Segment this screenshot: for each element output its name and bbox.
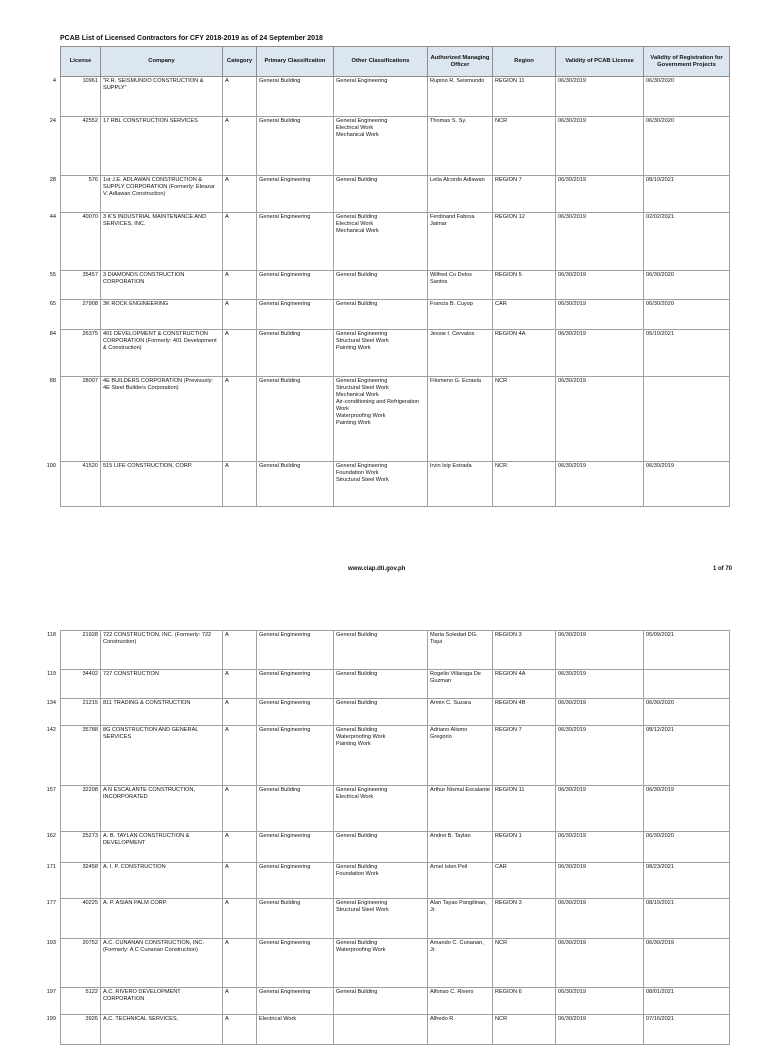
row-number: 193 xyxy=(46,940,56,946)
primary-classification-cell: General Engineering xyxy=(257,863,334,899)
row-number: 88 xyxy=(49,378,56,384)
table-header-row xyxy=(61,47,730,77)
category-cell: A xyxy=(223,631,257,670)
primary-classification-cell: General Building xyxy=(257,117,334,176)
row-number: 134 xyxy=(46,700,56,706)
managing-officer-cell: Amando C. Cunanan, Jr. xyxy=(428,939,493,988)
row-number: 162 xyxy=(46,833,56,839)
region-cell: NCR xyxy=(493,462,556,507)
license-cell: 32208 xyxy=(61,786,101,832)
region-cell: NCR xyxy=(493,117,556,176)
license-validity-cell: 06/30/2019 xyxy=(556,670,644,699)
table-row xyxy=(61,300,730,330)
table-row xyxy=(61,213,730,271)
row-number: 199 xyxy=(46,1016,56,1022)
gov-registration-validity-cell: 08/10/2021 xyxy=(644,176,730,213)
table-row xyxy=(61,176,730,213)
region-cell: REGION 7 xyxy=(493,726,556,786)
license-cell: 20752 xyxy=(61,939,101,988)
other-classifications-cell: General Building xyxy=(334,832,428,863)
gov-registration-validity-cell: 08/01/2021 xyxy=(644,988,730,1015)
category-cell: A xyxy=(223,330,257,377)
category-cell: A xyxy=(223,117,257,176)
other-classifications-cell: General Building xyxy=(334,631,428,670)
table-row xyxy=(61,462,730,507)
managing-officer-cell: Alan Tayao Pangilinan, Jr. xyxy=(428,899,493,939)
license-validity-cell: 06/30/2019 xyxy=(556,1015,644,1045)
gov-registration-validity-cell: 06/30/2020 xyxy=(644,117,730,176)
primary-classification-cell: General Engineering xyxy=(257,176,334,213)
license-cell: 35457 xyxy=(61,271,101,300)
managing-officer-cell: Rupino R. Seismundo xyxy=(428,77,493,117)
primary-classification-cell: General Engineering xyxy=(257,726,334,786)
column-header: License xyxy=(61,47,101,77)
company-cell: 3 K'S INDUSTRIAL MAINTENANCE AND SERVICES, INC. xyxy=(101,213,223,271)
other-classifications-cell: General Building xyxy=(334,699,428,726)
category-cell: A xyxy=(223,1015,257,1045)
license-cell: 41520 xyxy=(61,462,101,507)
primary-classification-cell: General Engineering xyxy=(257,939,334,988)
other-classifications-cell: General Engineering Electrical Work xyxy=(334,786,428,832)
row-number: 142 xyxy=(46,727,56,733)
managing-officer-cell: Filomeno G. Ecraela xyxy=(428,377,493,462)
column-header: Authorized Managing Officer xyxy=(428,47,493,77)
row-number: 55 xyxy=(49,272,56,278)
region-cell: NCR xyxy=(493,1015,556,1045)
license-validity-cell: 06/30/2019 xyxy=(556,863,644,899)
managing-officer-cell: Rogelio Villaraga De Guzman xyxy=(428,670,493,699)
company-cell: 8G CONSTRUCTION AND GENERAL SERVICES xyxy=(101,726,223,786)
table-row xyxy=(61,631,730,670)
company-cell: 3 DIAMONDS CONSTRUCTION CORPORATION xyxy=(101,271,223,300)
table-row xyxy=(61,726,730,786)
other-classifications-cell: General Building xyxy=(334,300,428,330)
license-cell: 5122 xyxy=(61,988,101,1015)
license-cell: 3926 xyxy=(61,1015,101,1045)
category-cell: A xyxy=(223,271,257,300)
table-row xyxy=(61,330,730,377)
row-number: 100 xyxy=(46,463,56,469)
table-row xyxy=(61,271,730,300)
other-classifications-cell: General Engineering Electrical Work Mechanical Work xyxy=(334,117,428,176)
license-cell: 21928 xyxy=(61,631,101,670)
other-classifications-cell: General Building xyxy=(334,271,428,300)
managing-officer-cell: Arnel Islen Peil xyxy=(428,863,493,899)
other-classifications-cell xyxy=(334,1015,428,1045)
primary-classification-cell: General Engineering xyxy=(257,631,334,670)
managing-officer-cell: Maria Soledad DG. Tiqui xyxy=(428,631,493,670)
category-cell: A xyxy=(223,832,257,863)
company-cell: A. B. TAYLAN CONSTRUCTION & DEVELOPMENT xyxy=(101,832,223,863)
column-header: Category xyxy=(223,47,257,77)
row-number: 171 xyxy=(46,864,56,870)
row-number: 118 xyxy=(47,632,56,638)
gov-registration-validity-cell: 06/30/2020 xyxy=(644,699,730,726)
company-cell: 3K ROCK ENGINEERING xyxy=(101,300,223,330)
license-validity-cell: 06/30/2019 xyxy=(556,462,644,507)
footer-url: www.ciap.dti.gov.ph xyxy=(348,566,406,572)
column-header: Company xyxy=(101,47,223,77)
license-cell: 40070 xyxy=(61,213,101,271)
table-row xyxy=(61,899,730,939)
license-cell: 25273 xyxy=(61,832,101,863)
primary-classification-cell: General Building xyxy=(257,377,334,462)
managing-officer-cell: Jessie I. Cervatos xyxy=(428,330,493,377)
other-classifications-cell: General Building Waterproofing Work Painting Work xyxy=(334,726,428,786)
company-cell: A.C. RIVERO DEVELOPMENT CORPORATION xyxy=(101,988,223,1015)
category-cell: A xyxy=(223,300,257,330)
company-cell: A.C. CUNANAN CONSTRUCTION, INC. (Formerly: A C Cunanan Construction) xyxy=(101,939,223,988)
column-header: Validity of PCAB License xyxy=(556,47,644,77)
row-number: 119 xyxy=(47,671,56,677)
table-row xyxy=(61,863,730,899)
license-cell: 26375 xyxy=(61,330,101,377)
region-cell: REGION 4A xyxy=(493,330,556,377)
company-cell: A.C. TECHNICAL SERVICES, xyxy=(101,1015,223,1045)
region-cell: REGION 7 xyxy=(493,176,556,213)
license-cell: 28007 xyxy=(61,377,101,462)
license-cell: 40225 xyxy=(61,899,101,939)
gov-registration-validity-cell: 02/02/2021 xyxy=(644,213,730,271)
page-2 xyxy=(0,585,768,1024)
primary-classification-cell: General Building xyxy=(257,462,334,507)
managing-officer-cell: Armin C. Suzara xyxy=(428,699,493,726)
managing-officer-cell: Adriano Alismo Gregorio xyxy=(428,726,493,786)
license-validity-cell: 06/30/2019 xyxy=(556,699,644,726)
managing-officer-cell: Leila Alcordo Adlawan xyxy=(428,176,493,213)
license-validity-cell: 06/30/2019 xyxy=(556,117,644,176)
table-row xyxy=(61,988,730,1015)
other-classifications-cell: General Building xyxy=(334,176,428,213)
managing-officer-cell: Alfonso C. Rivero xyxy=(428,988,493,1015)
row-number: 177 xyxy=(46,900,56,906)
license-cell: 27908 xyxy=(61,300,101,330)
gov-registration-validity-cell: 06/30/2020 xyxy=(644,832,730,863)
other-classifications-cell: General Building Waterproofing Work xyxy=(334,939,428,988)
company-cell: "R.R. SEISMUNDO CONSTRUCTION & SUPPLY" xyxy=(101,77,223,117)
license-validity-cell: 06/30/2019 xyxy=(556,300,644,330)
primary-classification-cell: General Building xyxy=(257,77,334,117)
gov-registration-validity-cell: 08/12/2021 xyxy=(644,726,730,786)
gov-registration-validity-cell: 07/16/2021 xyxy=(644,1015,730,1045)
contractors-table xyxy=(60,630,730,1045)
company-cell: 17 RBL CONSTRUCTION SERVICES xyxy=(101,117,223,176)
license-cell: 21215 xyxy=(61,699,101,726)
managing-officer-cell: Wilfred Co Delos Santos xyxy=(428,271,493,300)
gov-registration-validity-cell: 08/23/2021 xyxy=(644,863,730,899)
license-validity-cell: 06/30/2019 xyxy=(556,271,644,300)
company-cell: A. I. P. CONSTRUCTION xyxy=(101,863,223,899)
footer-page-number: 1 of 70 xyxy=(712,566,732,572)
company-cell: 722 CONSTRUCTION, INC. (Formerly: 722 Construction) xyxy=(101,631,223,670)
category-cell: A xyxy=(223,988,257,1015)
region-cell: CAR xyxy=(493,863,556,899)
primary-classification-cell: General Engineering xyxy=(257,699,334,726)
company-cell: 811 TRADING & CONSTRUCTION xyxy=(101,699,223,726)
license-cell: 42552 xyxy=(61,117,101,176)
row-number: 197 xyxy=(46,989,56,995)
region-cell: REGION 11 xyxy=(493,77,556,117)
license-cell: 35788 xyxy=(61,726,101,786)
column-header: Other Classifications xyxy=(334,47,428,77)
region-cell: REGION 1 xyxy=(493,832,556,863)
table-row xyxy=(61,786,730,832)
license-validity-cell: 06/30/2019 xyxy=(556,726,644,786)
license-validity-cell: 06/30/2019 xyxy=(556,899,644,939)
license-validity-cell: 06/30/2019 xyxy=(556,330,644,377)
license-cell: 32458 xyxy=(61,863,101,899)
table-row xyxy=(61,117,730,176)
region-cell: REGION 4A xyxy=(493,670,556,699)
primary-classification-cell: General Engineering xyxy=(257,832,334,863)
region-cell: REGION 11 xyxy=(493,786,556,832)
region-cell: NCR xyxy=(493,939,556,988)
license-cell: 576 xyxy=(61,176,101,213)
primary-classification-cell: General Engineering xyxy=(257,988,334,1015)
category-cell: A xyxy=(223,77,257,117)
gov-registration-validity-cell: 08/10/2021 xyxy=(644,899,730,939)
managing-officer-cell: Alfredo R. xyxy=(428,1015,493,1045)
table-row xyxy=(61,1015,730,1045)
primary-classification-cell: Electrical Work xyxy=(257,1015,334,1045)
primary-classification-cell: General Engineering xyxy=(257,271,334,300)
region-cell: REGION 6 xyxy=(493,988,556,1015)
license-validity-cell: 06/30/2019 xyxy=(556,631,644,670)
primary-classification-cell: General Building xyxy=(257,786,334,832)
row-number: 24 xyxy=(49,118,56,124)
other-classifications-cell: General Building xyxy=(334,670,428,699)
gov-registration-validity-cell: 06/30/2020 xyxy=(644,271,730,300)
region-cell: REGION 3 xyxy=(493,631,556,670)
company-cell: 1st J.E. ADLAWAN CONSTRUCTION & SUPPLY CORPORATION (Formerly: Eleazar V. Adlawan Construction) xyxy=(101,176,223,213)
managing-officer-cell: Arthur Nismal Escalante xyxy=(428,786,493,832)
category-cell: A xyxy=(223,726,257,786)
row-number: 65 xyxy=(49,301,56,307)
primary-classification-cell: General Engineering xyxy=(257,213,334,271)
column-header: Primary Classification xyxy=(257,47,334,77)
other-classifications-cell: General Engineering xyxy=(334,77,428,117)
other-classifications-cell: General Building Electrical Work Mechanical Work xyxy=(334,213,428,271)
company-cell: 727 CONSTRUCTION xyxy=(101,670,223,699)
region-cell: REGION 5 xyxy=(493,271,556,300)
primary-classification-cell: General Building xyxy=(257,330,334,377)
license-validity-cell: 06/30/2019 xyxy=(556,988,644,1015)
category-cell: A xyxy=(223,699,257,726)
gov-registration-validity-cell: 06/30/2019 xyxy=(644,939,730,988)
other-classifications-cell: General Engineering Structural Steel Work Painting Work xyxy=(334,330,428,377)
table-row xyxy=(61,77,730,117)
license-validity-cell: 06/30/2019 xyxy=(556,213,644,271)
column-header: Validity of Registration for Government Projects xyxy=(644,47,730,77)
gov-registration-validity-cell: 06/30/2019 xyxy=(644,462,730,507)
primary-classification-cell: General Engineering xyxy=(257,300,334,330)
other-classifications-cell: General Engineering Structural Steel Work Mechanical Work Air-conditioning and Refrigeration Work Waterproofing Work Painting Work xyxy=(334,377,428,462)
table-row xyxy=(61,377,730,462)
gov-registration-validity-cell: 06/30/2019 xyxy=(644,786,730,832)
region-cell: CAR xyxy=(493,300,556,330)
gov-registration-validity-cell: 06/30/2020 xyxy=(644,77,730,117)
category-cell: A xyxy=(223,213,257,271)
region-cell: REGION 3 xyxy=(493,899,556,939)
region-cell: NCR xyxy=(493,377,556,462)
company-cell: A N ESCALANTE CONSTRUCTION, INCORPORATED xyxy=(101,786,223,832)
company-cell: 401 DEVELOPMENT & CONSTRUCTION CORPORATION (Formerly: 401 Development & Construction) xyxy=(101,330,223,377)
region-cell: REGION 12 xyxy=(493,213,556,271)
managing-officer-cell: Thomas S. Sy. xyxy=(428,117,493,176)
gov-registration-validity-cell xyxy=(644,670,730,699)
category-cell: A xyxy=(223,863,257,899)
row-number: 44 xyxy=(49,214,56,220)
table-row xyxy=(61,670,730,699)
category-cell: A xyxy=(223,462,257,507)
license-validity-cell: 06/30/2019 xyxy=(556,786,644,832)
gov-registration-validity-cell: 05/09/2021 xyxy=(644,631,730,670)
gov-registration-validity-cell: 06/30/2020 xyxy=(644,300,730,330)
region-cell: REGION 4B xyxy=(493,699,556,726)
primary-classification-cell: General Building xyxy=(257,899,334,939)
gov-registration-validity-cell: 05/10/2021 xyxy=(644,330,730,377)
other-classifications-cell: General Building Foundation Work xyxy=(334,863,428,899)
license-validity-cell: 06/30/2019 xyxy=(556,176,644,213)
other-classifications-cell: General Engineering Foundation Work Structural Steel Work xyxy=(334,462,428,507)
license-cell: 34402 xyxy=(61,670,101,699)
table-row xyxy=(61,939,730,988)
table-row xyxy=(61,832,730,863)
column-header: Region xyxy=(493,47,556,77)
license-cell: 10961 xyxy=(61,77,101,117)
document-title: PCAB List of Licensed Contractors for CFY 2018-2019 as of 24 September 2018 xyxy=(60,35,323,42)
managing-officer-cell: Ferdinand Fabroa Jaimar xyxy=(428,213,493,271)
primary-classification-cell: General Engineering xyxy=(257,670,334,699)
other-classifications-cell: General Engineering Structural Steel Work xyxy=(334,899,428,939)
company-cell: A. P. ASIAN PALM CORP. xyxy=(101,899,223,939)
managing-officer-cell: Andrei B. Taylan xyxy=(428,832,493,863)
license-validity-cell: 06/30/2019 xyxy=(556,832,644,863)
contractors-table xyxy=(60,46,730,507)
table-row xyxy=(61,699,730,726)
other-classifications-cell: General Building xyxy=(334,988,428,1015)
category-cell: A xyxy=(223,377,257,462)
category-cell: A xyxy=(223,786,257,832)
license-validity-cell: 06/30/2019 xyxy=(556,377,644,462)
managing-officer-cell: Francis B. Cuyop xyxy=(428,300,493,330)
license-validity-cell: 06/30/2019 xyxy=(556,939,644,988)
row-number: 4 xyxy=(52,78,56,84)
category-cell: A xyxy=(223,670,257,699)
gov-registration-validity-cell xyxy=(644,377,730,462)
company-cell: 4E BUILDERS CORPORATION (Previously: 4E Steel Builders Corporation) xyxy=(101,377,223,462)
license-validity-cell: 06/30/2019 xyxy=(556,77,644,117)
row-number: 84 xyxy=(49,331,56,337)
company-cell: 515 LIFE CONSTRUCTION, CORP. xyxy=(101,462,223,507)
row-number: 157 xyxy=(46,787,56,793)
managing-officer-cell: Irvin Isip Estrada xyxy=(428,462,493,507)
category-cell: A xyxy=(223,176,257,213)
row-number: 28 xyxy=(49,177,56,183)
category-cell: A xyxy=(223,899,257,939)
category-cell: A xyxy=(223,939,257,988)
